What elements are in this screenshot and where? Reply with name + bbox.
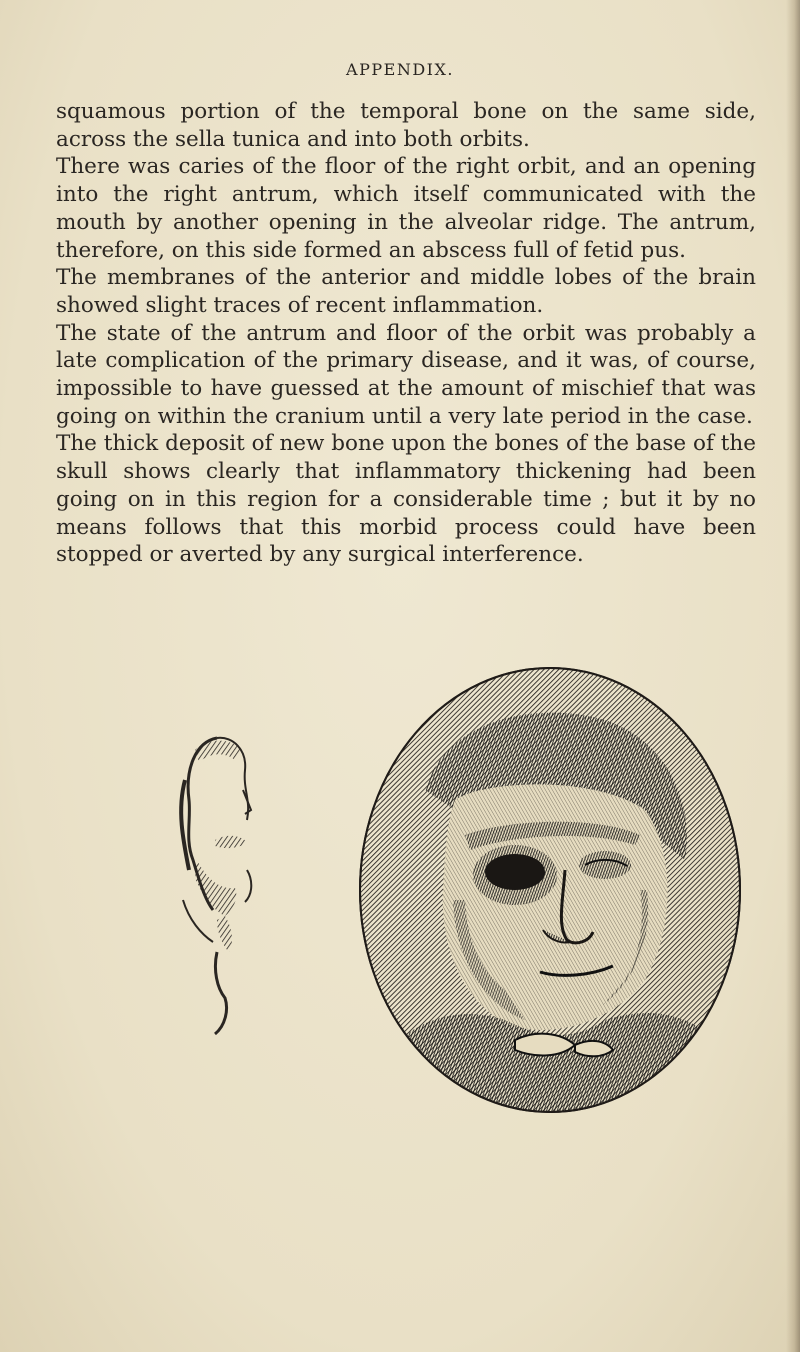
paragraph-1: squamous portion of the temporal bone on the same side, across the sella tunica and into both orbits.: [56, 99, 756, 152]
paragraph-2: There was caries of the floor of the right orbit, and an opening into the right antrum, which itself communicated with the mouth by another opening in the alveolar ridge. The antrum, therefore, on this side formed an abscess full of fetid pus.: [56, 154, 756, 263]
oval-portrait-engraving: [335, 660, 765, 1120]
figures-area: [0, 660, 800, 1120]
paragraph-4: The state of the antrum and floor of the orbit was probably a late complication of the primary disease, and it was, of course, impossible to have guessed at the amount of mischief that was going on within the cranium until a very late period in the case.: [56, 320, 756, 429]
profile-portrait-engraving: [155, 730, 275, 1060]
body-text: [56, 98, 756, 569]
paragraph-5: The thick deposit of new bone upon the bones of the base of the skull shows clearly that inflammatory thickening had been going on in this region for a considerable time ; but it by no means follows that this morbid process could have been stopped or averted by any surgical interference.: [56, 431, 756, 568]
paragraph-3: The membranes of the anterior and middle lobes of the brain showed slight traces of recent inflammation.: [56, 265, 756, 318]
running-title: APPENDIX.: [346, 60, 454, 79]
